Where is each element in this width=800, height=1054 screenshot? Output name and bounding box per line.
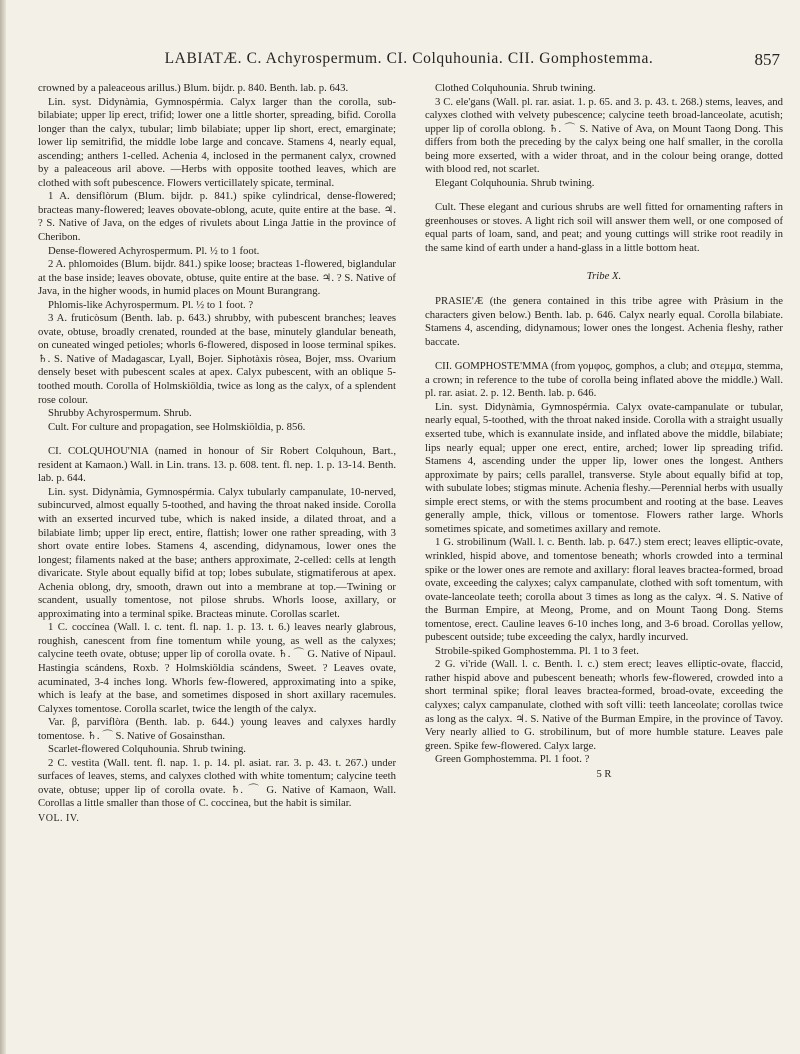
left-column-paragraph: Lin. syst. Didynàmia, Gymnospérmia. Calyx tubularly campanulate, 10-nerved, subincurved, almost equally 5-toothed, and having the throat naked inside. Corolla with an exserted incurved tube, which is naked inside, a dilated throat, and a bilabiate limb; upper lip erect, entire, flattish; lower one rather spreading, with 3 short ovate entire lobes. Stamens 4, ascending, didynamous, lower ones the longest; filaments naked at the base; anthers approximate, 2-celled: cells at length divaricate. Style about equally bifid at top; lobes subulate, stigmatiferous at apex. Achenia oblong, dry, smooth, drawn out into a membrane at top.—Twining or scandent, usually tomentose, not pilose shrubs. Whorls loose, axillary, or approximating into a terminal spike. Bracteas minute. Corollas scarlet. <box>38 485 396 620</box>
right-column <box>425 82 783 1032</box>
left-column-paragraph: 2 C. vestìta (Wall. tent. fl. nap. 1. p. 14. pl. asiat. rar. 3. p. 43. t. 267.) under surfaces of leaves, stems, and calyxes clothed with white tomentum; calycine teeth ovate, obtuse; upper lip of corolla ovate. ♄. ⌒ G. Native of Kamaon, Wall. Corollas a little smaller than those of C. coccinea, but the habit is similar. <box>38 756 396 810</box>
left-column-paragraph: VOL. IV. <box>38 812 80 824</box>
right-column-paragraph: 1 G. strobilìnum (Wall. l. c. Benth. lab. p. 647.) stem erect; leaves elliptic-ovate, wrinkled, hispid above, and tomentose beneath; whorls crowded into a terminal spike or the lower ones are remote and axillary: floral leaves bractea-formed, broad ovate, exceeding the calyxes; calyx campanulate, clothed with soft tomentum, with ovate-lanceolate teeth; corolla about 3 times as long as the calyx. ♃. S. Native of the Burman Empire, at Meong, Prome, and on Mount Taong Dong. Stems tomentose, erect. Cauline leaves 6-10 inches long, and 3-6 broad. Corollas yellow, pubescent outside; tube exceeding the calyx, hardly incurved. <box>425 536 783 644</box>
right-column-paragraph: 2 G. vi'ride (Wall. l. c. Benth. l. c.) stem erect; leaves elliptic-ovate, flaccid, rather hispid above and pubescent beneath; whorls few-flowered, crowded into a short terminal spike; floral leaves bractea-formed, broad-ovate, exceeding the calyxes; calyx campanulate, clothed with soft villi: teeth lanceolate; corollas twice as long as the calyx. ♃. S. Native of the Burman Empire, in the province of Tavoy. Very nearly allied to G. strobilinum, but of more humble stature. Leaves pale green. Spike few-flowered. Calyx large. <box>425 658 783 752</box>
left-column-paragraph: 1 A. densiflòrum (Blum. bijdr. p. 841.) spike cylindrical, dense-flowered; bracteas many-flowered; leaves obovate-oblong, acute, quite entire at the base. ♃. ? S. Native of Java, on the edges of rivulets about Linga Jattie in the province of Cheribon. <box>38 190 396 244</box>
left-column-paragraph: 1 C. coccínea (Wall. l. c. tent. fl. nap. 1. p. 13. t. 6.) leaves nearly glabrous, roughish, canescent from fine tomentum while young, as well as the calyxes; calycine teeth ovate, obtuse; upper lip of corolla ovate. ♄. ⌒ G. Native of Nipaul. Hastingia scándens, Roxb. ? Holmskiöldia scándens, Sweet. ? Leaves ovate, acuminated, 3-4 inches long. Whorls few-flowered, approximating into a spike, which is leafy at the base, and sometimes disposed in short axillary racemules. Calyxes tomentose. Corolla scarlet, twice the length of the calyx. <box>38 621 396 715</box>
left-column-paragraph: crowned by a paleaceous arillus.) Blum. bijdr. p. 840. Benth. lab. p. 643. <box>38 82 349 94</box>
right-column-paragraph: 5 R <box>596 768 612 780</box>
left-column-paragraph: Shrubby Achyrospermum. Shrub. <box>48 407 192 420</box>
text-columns <box>38 82 783 1032</box>
left-column <box>38 82 396 1032</box>
left-column-paragraph: Phlomis-like Achyrospermum. Pl. ½ to 1 foot. ? <box>48 298 254 311</box>
right-column-paragraph: CII. GOMPHOSTE'MMA (from γομφος, gomphos, a club; and στεμμα, stemma, a crown; in reference to the tube of corolla being inflated above the middle.) Wall. pl. rar. asiat. 2. p. 12. Benth. lab. p. 646. <box>425 360 783 400</box>
right-column-paragraph: 3 C. ele'gans (Wall. pl. rar. asiat. 1. p. 65. and 3. p. 43. t. 268.) stems, leaves, and calyxes clothed with velvety pubescence; calycine teeth broad-lanceolate, acutish; upper lip of corolla oblong. ♄. ⌒ S. Native of Ava, on Mount Taong Dong. This differs from both the preceding by the calyx being one half smaller, in the corolla being more exserted, with a wider throat, and in the colour being orange, dotted with blood red, not scarlet. <box>425 95 783 176</box>
right-column-paragraph: Elegant Colquhounia. Shrub twining. <box>435 176 595 189</box>
left-column-paragraph: 2 A. phlomoìdes (Blum. bijdr. 841.) spike loose; bracteas 1-flowered, biglandular at the base inside; leaves obovate, obtuse, quite entire at the base. ♃. ? S. Native of Java, in the higher woods, in humid places on Mount Burangrang. <box>38 258 396 298</box>
page-edge-shadow <box>0 0 6 1054</box>
right-column-paragraph: Lin. syst. Didynàmia, Gymnospérmia. Calyx ovate-campanulate or tubular, nearly equal, 5-toothed, with the throat naked inside. Corolla with a straight usually exserted tube, which is exannulate inside, and inflated above the middle, bilabiate; lips nearly equal; upper one erect, entire, arched; lower lip spreading trifid. Stamens 4, ascending under the upper lip, lower ones the longest. Anthers approximate by pairs; cells parallel, transverse. Style about equally bifid at top, with subulate lobes; stigmas minute. Achenia fleshy.—Perennial herbs with usually simple erect stems, or with the stems procumbent and rooting at the base. Leaves generally ample, thick, villous or tomentose. Flowers rather large. Whorls sometimes spicate, and sometimes axillary and remote. <box>425 400 783 535</box>
left-column-paragraph: Dense-flowered Achyrospermum. Pl. ½ to 1 foot. <box>48 244 260 257</box>
right-column-paragraph: PRASIE'Æ (the genera contained in this tribe agree with Pràsium in the characters given below.) Benth. lab. p. 646. Calyx nearly equal. Corolla bilabiate. Stamens 4, ascending, didynamous; lower ones the longest. Achenia fleshy, rather baccate. <box>425 295 783 348</box>
right-column-paragraph: Strobile-spiked Gomphostemma. Pl. 1 to 3 feet. <box>435 644 639 657</box>
left-column-paragraph: CI. COLQUHOU'NIA (named in honour of Sir Robert Colquhoun, Bart., resident at Kamaon.) Wall. in Lin. trans. 13. p. 608. tent. fl. nep. 1. p. 13-14. Benth. lab. p. 644. <box>38 445 396 485</box>
left-column-paragraph: Cult. For culture and propagation, see Holmskiöldia, p. 856. <box>48 420 306 433</box>
left-column-paragraph: Lin. syst. Didynàmia, Gymnospérmia. Calyx larger than the corolla, sub-bilabiate; upper lip erect, trifid; lower one a little shorter, spreading, bifid. Corolla longer than the calyx, tubular; limb bilabiate; upper lip short, erect, emarginate; lower lip semitrifid, the middle lobe large and concave. Stamens 4, nearly equal, ascending; anthers 1-celled. Achenia 4, inclosed in the permanent calyx, crowned by a paleaceous aril above. —Herbs with opposite toothed leaves, which are clothed with soft pubescence. Flowers verticillately spicate, terminal. <box>38 95 396 189</box>
left-column-paragraph: Scarlet-flowered Colquhounia. Shrub twining. <box>48 743 246 756</box>
right-column-paragraph: Green Gomphostemma. Pl. 1 foot. ? <box>435 753 590 766</box>
left-column-paragraph: 3 A. fruticòsum (Benth. lab. p. 643.) shrubby, with pubescent branches; leaves ovate, obtuse, broadly crenated, rounded at the base, minutely glandular beneath, on cuneated winged petioles; whorls 6-flowered, disposed in loose terminal spikes. ♄. S. Native of Madagascar, Lyall, Bojer. Siphotàxis ròsea, Bojer, mss. Ovarium densely beset with pubescent scales at apex. Calyx pubescent, with an oblique 5-toothed mouth. Corolla of Holmskiöldia, twice as long as the calyx, of a splendent rose colour. <box>38 312 396 406</box>
left-column-paragraph: Var. β, parviflòra (Benth. lab. p. 644.) young leaves and calyxes hardly tomentose. ♄. ⌒ S. Native of Gosainsthan. <box>38 716 396 742</box>
page-number: 857 <box>754 50 780 69</box>
running-head: LABIATÆ. C. Achyrospermum. CI. Colquhounia. CII. Gomphostemma. <box>164 50 654 67</box>
right-column-paragraph: Clothed Colquhounia. Shrub twining. <box>435 82 596 94</box>
page-header <box>38 50 780 74</box>
right-column-paragraph: Cult. These elegant and curious shrubs are well fitted for ornamenting rafters in greenhouses or stoves. A light rich soil will answer them well, or one composed of equal parts of loam, sand, and peat; and young cuttings will strike root readily in the same kind of earth under a hand-glass in a little bottom heat. <box>425 201 783 255</box>
right-column-paragraph: Tribe X. <box>586 269 622 282</box>
